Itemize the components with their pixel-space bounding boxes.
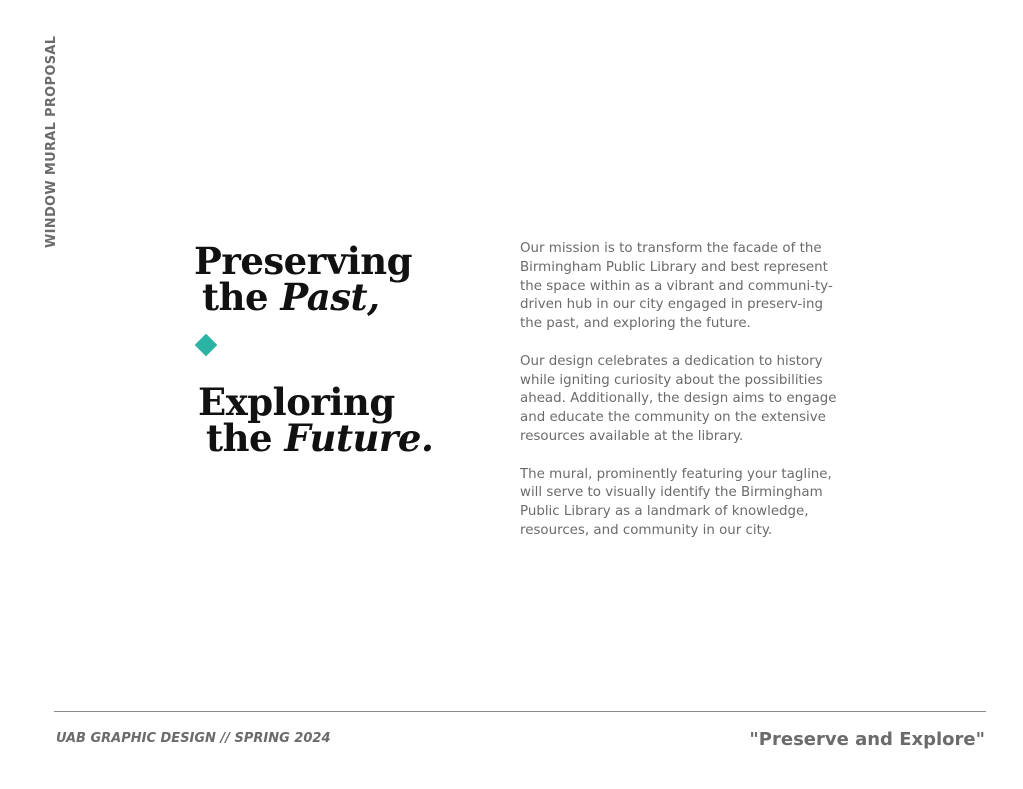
headline-the-1: the	[202, 275, 281, 319]
headline-line-preserving: Preserving	[194, 239, 413, 283]
side-label: WINDOW MURAL PROPOSAL	[44, 35, 59, 248]
headline-past-emphasis: Past,	[280, 275, 380, 319]
headline-past	[194, 239, 413, 319]
body-paragraph-mural: The mural, prominently featuring your tagline, will serve to visually identify the Birmingham Public Library as a landmark of knowledge, resources, and community in our city.	[520, 466, 832, 538]
headline-line-the-future	[198, 416, 434, 460]
headline-line-the-past	[194, 275, 412, 319]
headline-line-exploring: Exploring	[198, 380, 395, 424]
footer-divider	[54, 711, 986, 712]
body-paragraph-mission: Our mission is to transform the facade of the Birmingham Public Library and best represent the space within as a vibrant and communi-ty-driven hub in our city engaged in preserv-ing the past, and exploring the future.	[520, 241, 833, 332]
headline-future-emphasis: Future.	[284, 416, 434, 460]
footer-course-label: UAB GRAPHIC DESIGN // SPRING 2024	[56, 731, 331, 746]
headline-the-2: the	[206, 416, 285, 460]
headline-future	[198, 380, 434, 460]
footer-tagline: "Preserve and Explore"	[749, 729, 985, 750]
body-copy	[520, 240, 838, 560]
accent-diamond	[195, 334, 218, 357]
body-paragraph-design: Our design celebrates a dedication to history while igniting curiosity about the possibilities ahead. Additionally, the design aims to engage and educate the community on the extensive resources available at the library.	[520, 353, 837, 444]
